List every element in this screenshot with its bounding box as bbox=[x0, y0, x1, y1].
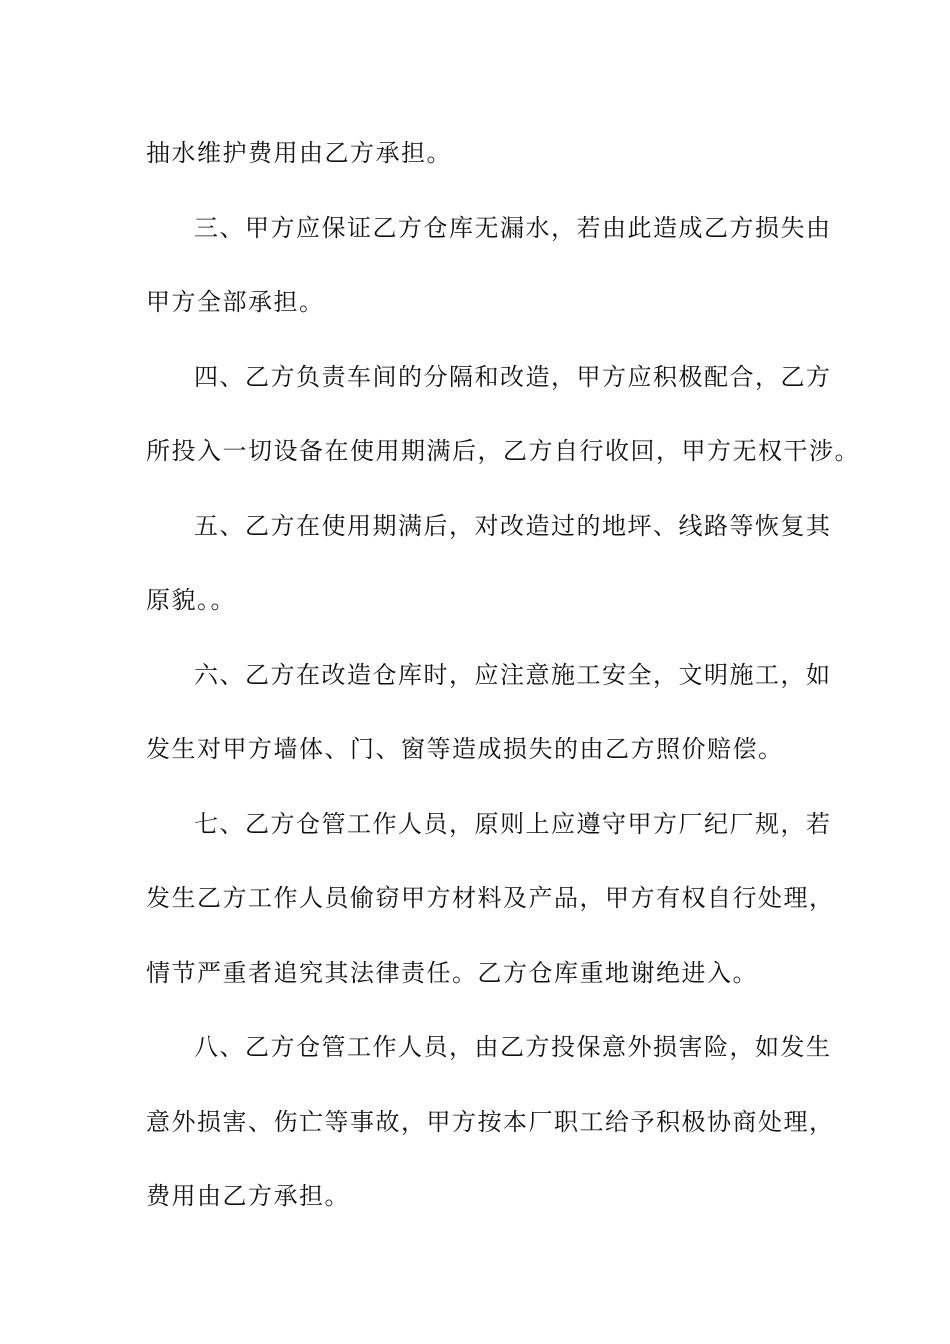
clause-5-line-2: 原貌。。 bbox=[146, 586, 236, 614]
clause-3-line-1: 三、甲方应保证乙方仓库无漏水，若由此造成乙方损失由 bbox=[194, 213, 832, 242]
text-line: 抽水维护费用由乙方承担。 bbox=[146, 139, 452, 167]
clause-4-line-1: 四、乙方负责车间的分隔和改造，甲方应积极配合，乙方 bbox=[194, 362, 832, 391]
clause-7-line-3: 情节严重者追究其法律责任。乙方仓库重地谢绝进入。 bbox=[146, 958, 758, 987]
clause-6-line-2: 发生对甲方墙体、门、窗等造成损失的由乙方照价赔偿。 bbox=[146, 735, 784, 763]
clause-4-line-2: 所投入一切设备在使用期满后，乙方自行收回，甲方无权干涉。 bbox=[146, 437, 860, 465]
clause-8-line-3: 费用由乙方承担。 bbox=[146, 1182, 350, 1210]
clause-5-line-1: 五、乙方在使用期满后，对改造过的地坪、线路等恢复其 bbox=[194, 511, 832, 540]
clause-3-line-2: 甲方全部承担。 bbox=[146, 288, 325, 316]
clause-7-line-1: 七、乙方仓管工作人员，原则上应遵守甲方厂纪厂规，若 bbox=[194, 809, 832, 838]
clause-6-line-1: 六、乙方在改造仓库时，应注意施工安全，文明施工，如 bbox=[194, 660, 832, 689]
clause-8-line-1: 八、乙方仓管工作人员，由乙方投保意外损害险，如发生 bbox=[194, 1033, 832, 1061]
document-body bbox=[146, 128, 860, 1246]
clause-7-line-2: 发生乙方工作人员偷窃甲方材料及产品，甲方有权自行处理， bbox=[146, 884, 835, 912]
clause-8-line-2: 意外损害、伤亡等事故，甲方按本厂职工给予积极协商处理， bbox=[146, 1107, 835, 1136]
